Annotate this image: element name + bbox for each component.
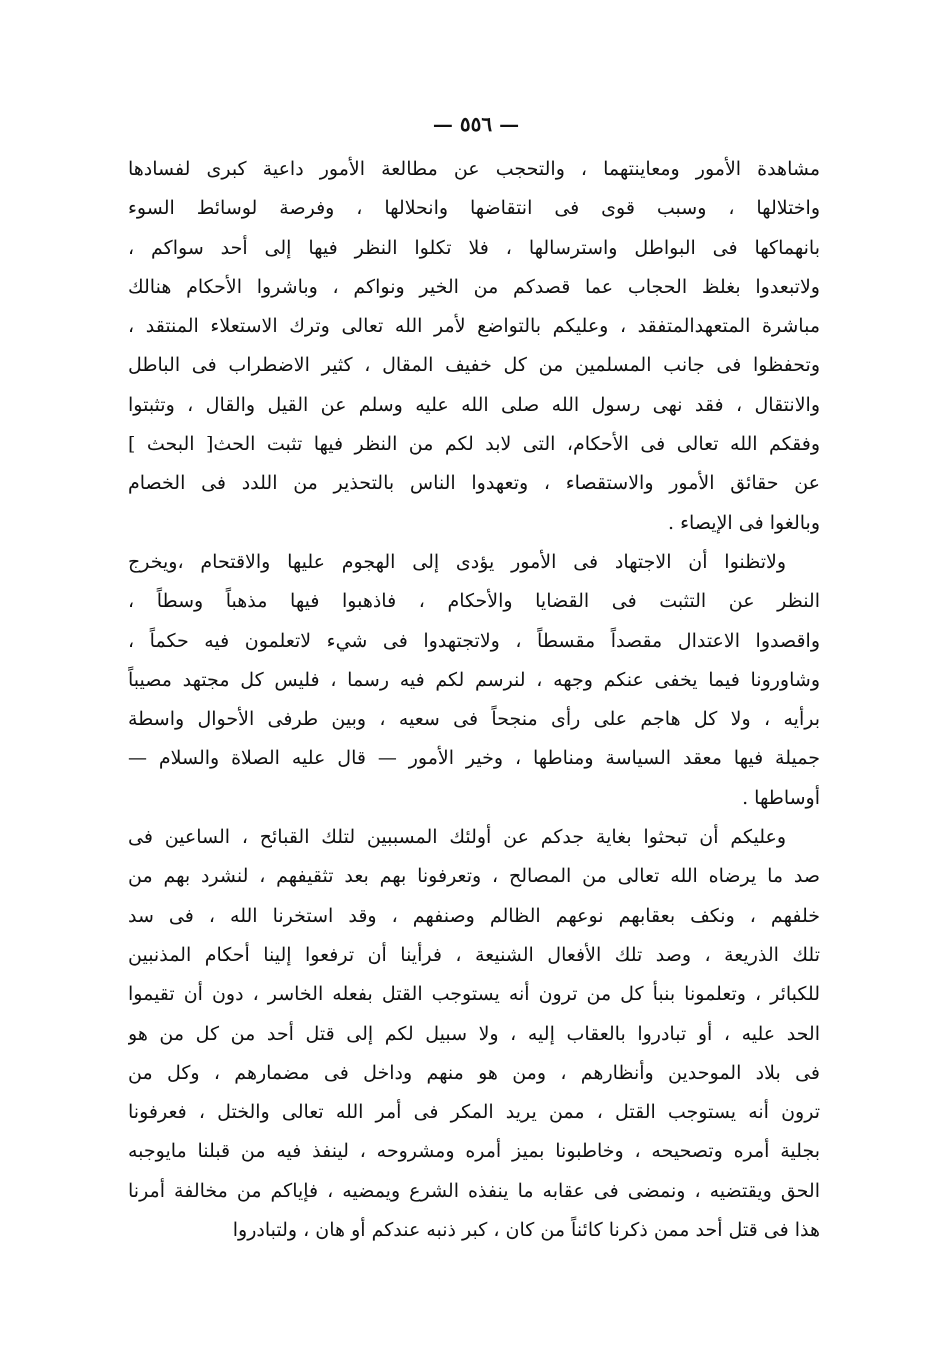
text-line: برأيه ، ولا كل هاجم على رأى منجحاً فى سعيه ، وبين طرفى الأحوال واسطة (128, 708, 820, 731)
text-line: بجلية أمره وتصحيحه ، وخاطبونا بميز أمره ومشروحه ، لينفذ فيه من قبلنا مايوجبه (128, 1140, 820, 1163)
page-number: — ٥٥٦ — (432, 112, 520, 136)
text-line: ترون أنه يستوجب القتل ، ممن يريد المكر فى أمر الله تعالى والختل ، فعرفونا (128, 1101, 820, 1124)
text-line: خلفهم ، ونكف بعقابهم نوعهم الظالم وصنفهم ، وقد استخرنا الله ، فى سد (128, 904, 820, 927)
text-line: وعليكم أن تبحثوا بغاية جدكم عن أولئك المسببين لتلك القبائح ، الساعين فى (128, 826, 786, 849)
text-line: فى بلاد الموحدين وأنظارهم ، ومن هو منهم وداخل فى مضمارهم ، وكل من (128, 1061, 820, 1084)
text-line: ولاتظنوا أن الاجتهاد فى الأمور يؤدى إلى الهجوم عليها والاقتحام ،ويخرج (128, 550, 786, 573)
text-line: والانتقال ، فقد نهى رسول الله صلى الله عليه وسلم عن القيل والقال ، وتثبتوا (128, 393, 820, 416)
text-line: بانهماكها فى البواطل واسترسالها ، فلا تكلوا النظر فيها إلى أحد سواكم ، (128, 236, 820, 259)
text-line: ولاتبعدوا بغلظ الحجاب عما قصدكم من الخير ونواكم ، وباشروا الأحكام هنالك (128, 275, 820, 298)
text-line: واقصدوا الاعتدال مقصداً مقسطاً ، ولاتجتهدوا فى شيء لاتعلمون فيه حكماً ، (128, 629, 820, 652)
text-line: جميلة فيها معقد السياسة ومناطها ، وخير الأمور — قال عليه الصلاة والسلام — (128, 747, 820, 770)
text-line: وتحفظوا فى جانب المسلمين من كل خفيف المقال ، كثير الاضطراب فى الباطل (128, 354, 820, 377)
text-line: مشاهدة الأمور ومعاينتهما ، والتحجب عن مطالعة الأمور داعية كبرى لفسادها (128, 158, 820, 180)
text-line: أوساطها . (742, 786, 820, 809)
text-line: للكبائر ، وتعلمونا بنبأ كل من ترون أنه يستوجب القتل بفعله الخاسر ، دون أن تقيموا (128, 983, 820, 1006)
text-line: واختلالها ، وسبب قوى فى انتقاضها وانحلالها ، وفرصة لوسائط السوء (128, 197, 820, 220)
text-line: صد ما يرضاه الله تعالى من المصالح ، وتعرفونا بهم بعد تثقيفهم ، لنشرد بهم من (128, 865, 820, 888)
body-text (128, 150, 820, 1250)
text-line: النظر عن التثبت فى القضايا والأحكام ، فاذهبوا فيها مذهباً وسطاً ، (128, 590, 820, 613)
text-line: مباشرة المتعهدالمتفقد ، وعليكم بالتواضع لأمر الله تعالى وترك الاستعلاء المنتقد ، (128, 315, 820, 338)
text-line: الحد عليه ، أو تبادروا بالعقاب إليه ، ولا سبيل لكم إلى قتل أحد من كل من هو (128, 1022, 820, 1045)
text-line: عن حقائق الأمور والاستقصاء ، وتعهدوا الناس بالتحذير من اللدد فى الخصام (128, 472, 820, 495)
text-line: وفقكم الله تعالى فى الأحكام، التى لابد لكم من النظر فيها تثبت الحث[ البحث ] (128, 433, 820, 456)
text-line: تلك الذريعة ، وصد تلك الأفعال الشنيعة ، فرأينا أن ترفعوا إلينا أحكام المذنبين (128, 943, 820, 966)
text-line: هذا فى قتل أحد ممن ذكرنا كائناً من كان ، كبر ذنبه عندكم أو هان ، ولتبادروا (232, 1219, 820, 1242)
text-line: الحق ويقتضيه ، ونمضى فى عقابه ما ينفذه الشرع ويمضيه ، فإياكم من مخالفة أمرنا (128, 1179, 820, 1202)
text-line: وشاورونا فيما يخفى عنكم وجهه ، لنرسم لكم فيه رسما ، فليس كل مجتهد مصيباً (128, 668, 820, 691)
text-line: وبالغوا فى الإيصاء . (668, 511, 820, 534)
